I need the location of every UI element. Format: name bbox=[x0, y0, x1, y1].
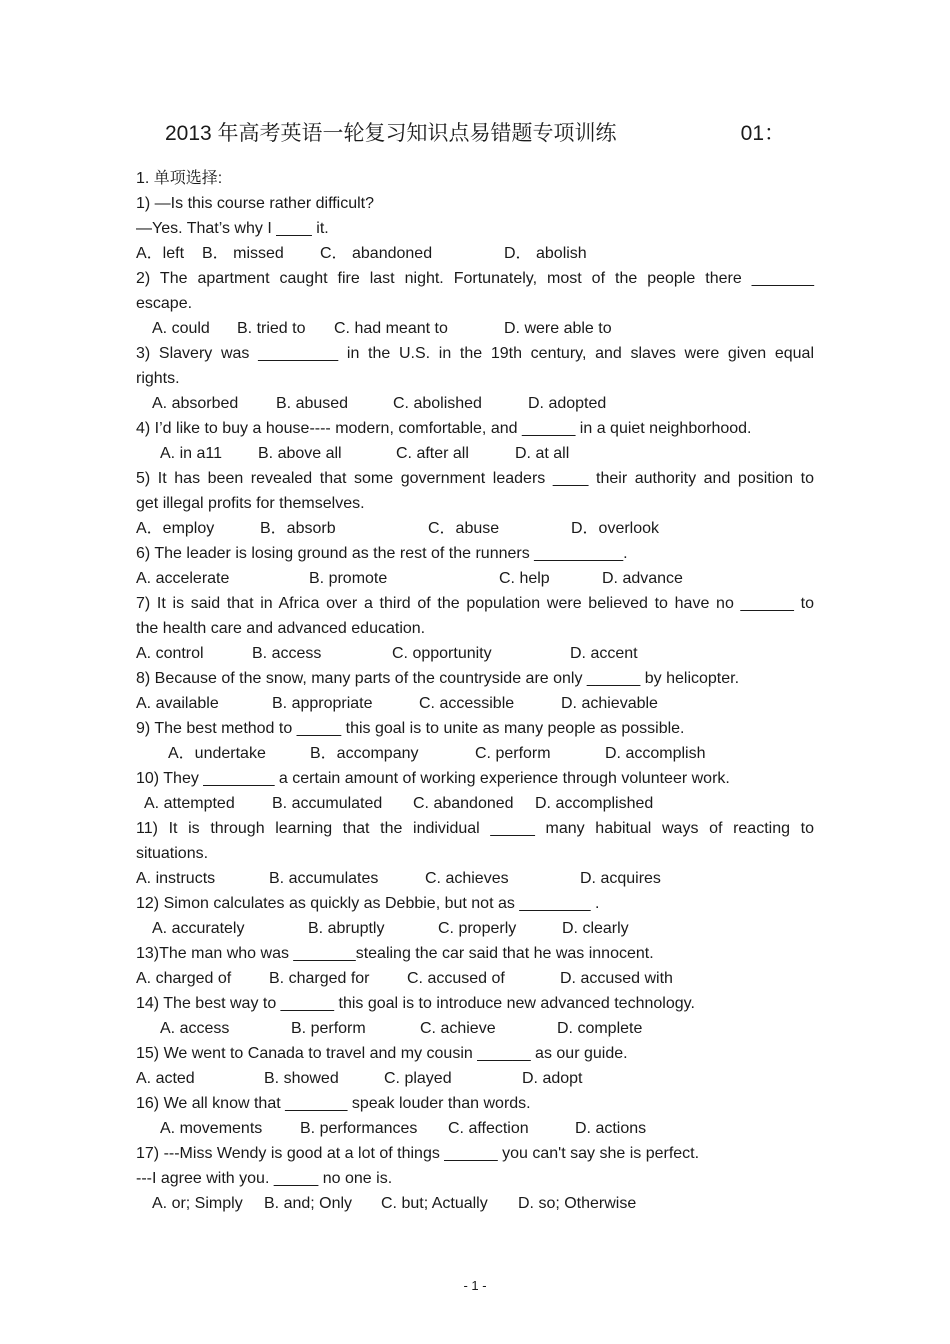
option-c: C. accessible bbox=[419, 695, 515, 712]
answer-options bbox=[136, 1191, 814, 1216]
option-b: B. charged for bbox=[269, 970, 370, 987]
answer-options bbox=[136, 566, 814, 591]
question-stem-line: —Yes. That’s why I ____ it. bbox=[136, 220, 329, 237]
option-a: A. accelerate bbox=[136, 570, 230, 587]
answer-options bbox=[136, 1016, 814, 1041]
option-d: D. so; Otherwise bbox=[518, 1195, 637, 1212]
answer-options bbox=[136, 241, 814, 266]
page-number: - 1 - bbox=[463, 1278, 487, 1293]
answer-options bbox=[136, 391, 814, 416]
question-8 bbox=[136, 666, 814, 716]
option-c: C. properly bbox=[438, 920, 517, 937]
answer-options bbox=[136, 966, 814, 991]
question-stem-line: 16) We all know that _______ speak louder than words. bbox=[136, 1095, 531, 1112]
answer-options bbox=[136, 791, 814, 816]
answer-options bbox=[136, 1066, 814, 1091]
option-c: C. after all bbox=[396, 445, 469, 462]
option-d: D. adopt bbox=[522, 1070, 583, 1087]
option-d: D. accused with bbox=[560, 970, 673, 987]
option-d: D. adopted bbox=[528, 395, 607, 412]
answer-options bbox=[136, 516, 814, 541]
option-a: A．undertake bbox=[168, 745, 266, 762]
option-c: C. achieves bbox=[425, 870, 509, 887]
option-d: D. achievable bbox=[561, 695, 658, 712]
answer-options bbox=[136, 691, 814, 716]
option-c: C. abolished bbox=[393, 395, 482, 412]
question-9 bbox=[136, 716, 814, 766]
option-c: C. accused of bbox=[407, 970, 505, 987]
option-d: D. actions bbox=[575, 1120, 647, 1137]
option-a: A. acted bbox=[136, 1070, 195, 1087]
option-a: A. or; Simply bbox=[152, 1195, 243, 1212]
question-6 bbox=[136, 541, 814, 591]
option-b: B. promote bbox=[309, 570, 388, 587]
option-d: D. accomplish bbox=[605, 745, 706, 762]
option-b: B. accumulated bbox=[272, 795, 383, 812]
question-stem-line: 12) Simon calculates as quickly as Debbie, but not as ________ . bbox=[136, 895, 600, 912]
option-a: A．employ bbox=[136, 520, 215, 537]
option-d: D. accomplished bbox=[535, 795, 654, 812]
question-15 bbox=[136, 1041, 814, 1091]
option-b: B. accumulates bbox=[269, 870, 379, 887]
option-a: A. accurately bbox=[152, 920, 245, 937]
option-c: C. but; Actually bbox=[381, 1195, 488, 1212]
option-d: D. advance bbox=[602, 570, 683, 587]
option-a: A. access bbox=[160, 1020, 230, 1037]
question-5 bbox=[136, 466, 814, 541]
question-stem-line: 1) —Is this course rather difficult? bbox=[136, 195, 375, 212]
question-stem-line: the health care and advanced education. bbox=[136, 620, 426, 637]
question-14 bbox=[136, 991, 814, 1041]
option-b: B. abused bbox=[276, 395, 349, 412]
question-list bbox=[136, 166, 814, 1216]
title-page-label: 01： bbox=[740, 122, 785, 145]
option-c: C． abandoned bbox=[320, 245, 433, 262]
answer-options bbox=[136, 916, 814, 941]
question-stem-line: situations. bbox=[136, 845, 209, 862]
option-b: B. tried to bbox=[237, 320, 306, 337]
option-d: D. were able to bbox=[504, 320, 612, 337]
option-d: D． abolish bbox=[504, 245, 587, 262]
option-a: A. movements bbox=[160, 1120, 263, 1137]
question-stem-line: 10) They ________ a certain amount of working experience through volunteer work. bbox=[136, 770, 730, 787]
option-a: A. attempted bbox=[144, 795, 235, 812]
question-stem-line: 5) It has been revealed that some government leaders ____ their authority and position to bbox=[136, 470, 814, 487]
answer-options bbox=[136, 441, 814, 466]
option-b: B．absorb bbox=[260, 520, 336, 537]
question-11 bbox=[136, 816, 814, 891]
option-a: A．left bbox=[136, 245, 185, 262]
question-stem-line: 17) ---Miss Wendy is good at a lot of things ______ you can't say she is perfect. bbox=[136, 1145, 700, 1162]
option-a: A. in a11 bbox=[160, 445, 222, 462]
question-stem-line: get illegal profits for themselves. bbox=[136, 495, 365, 512]
option-d: D．overlook bbox=[571, 520, 660, 537]
question-stem-line: ---I agree with you. _____ no one is. bbox=[136, 1170, 393, 1187]
option-b: B．accompany bbox=[310, 745, 419, 762]
option-c: C．abuse bbox=[428, 520, 500, 537]
option-c: C. achieve bbox=[420, 1020, 496, 1037]
option-b: B． missed bbox=[202, 245, 284, 262]
option-d: D. accent bbox=[570, 645, 638, 662]
question-stem-line: 6) The leader is losing ground as the rest of the runners __________. bbox=[136, 545, 628, 562]
option-c: C. affection bbox=[448, 1120, 529, 1137]
option-a: A. absorbed bbox=[152, 395, 239, 412]
option-d: D. at all bbox=[515, 445, 570, 462]
question-stem-line: 4) I’d like to buy a house---- modern, comfortable, and ______ in a quiet neighborhood. bbox=[136, 420, 752, 437]
option-b: B. access bbox=[252, 645, 322, 662]
option-c: C. opportunity bbox=[392, 645, 492, 662]
option-b: B. appropriate bbox=[272, 695, 373, 712]
question-13 bbox=[136, 941, 814, 991]
option-b: B. above all bbox=[258, 445, 342, 462]
option-a: A. control bbox=[136, 645, 204, 662]
question-2 bbox=[136, 266, 814, 341]
question-12 bbox=[136, 891, 814, 941]
option-a: A. instructs bbox=[136, 870, 216, 887]
question-4 bbox=[136, 416, 814, 466]
question-16 bbox=[136, 1091, 814, 1141]
title-text: 2013 年高考英语一轮复习知识点易错题专项训练 bbox=[165, 122, 617, 145]
answer-options bbox=[136, 641, 814, 666]
option-d: D. clearly bbox=[562, 920, 629, 937]
question-stem-line: 8) Because of the snow, many parts of the countryside are only ______ by helicopter. bbox=[136, 670, 740, 687]
answer-options bbox=[136, 741, 814, 766]
question-stem-line: 3) Slavery was _________ in the U.S. in the 19th century, and slaves were given equal bbox=[136, 345, 814, 362]
question-7 bbox=[136, 591, 814, 666]
document-title bbox=[165, 120, 785, 148]
option-d: D. acquires bbox=[580, 870, 661, 887]
questions-container bbox=[136, 191, 814, 1216]
option-b: B. performances bbox=[300, 1120, 418, 1137]
question-stem-line: 7) It is said that in Africa over a third of the population were believed to have no ______ to bbox=[136, 595, 814, 612]
question-stem-line: 13)The man who was _______stealing the car said that he was innocent. bbox=[136, 945, 654, 962]
question-3 bbox=[136, 341, 814, 416]
question-10 bbox=[136, 766, 814, 816]
question-stem-line: escape. bbox=[136, 295, 193, 312]
question-stem-line: 2) The apartment caught fire last night. Fortunately, most of the people there _______ bbox=[136, 270, 814, 287]
question-17 bbox=[136, 1141, 814, 1216]
option-c: C. abandoned bbox=[413, 795, 514, 812]
answer-options bbox=[136, 1116, 814, 1141]
question-stem-line: 11) It is through learning that the individual _____ many habitual ways of reacting to bbox=[136, 820, 814, 837]
question-stem-line: 14) The best way to ______ this goal is to introduce new advanced technology. bbox=[136, 995, 695, 1012]
question-stem-line: rights. bbox=[136, 370, 180, 387]
question-1 bbox=[136, 191, 814, 266]
question-stem-line: 15) We went to Canada to travel and my cousin ______ as our guide. bbox=[136, 1045, 628, 1062]
option-c: C. help bbox=[499, 570, 550, 587]
option-c: C. played bbox=[384, 1070, 452, 1087]
answer-options bbox=[136, 316, 814, 341]
option-d: D. complete bbox=[557, 1020, 643, 1037]
option-c: C. had meant to bbox=[334, 320, 448, 337]
section-heading: 1. 单项选择: bbox=[136, 170, 223, 187]
option-b: B. and; Only bbox=[264, 1195, 353, 1212]
question-stem-line: 9) The best method to _____ this goal is to unite as many people as possible. bbox=[136, 720, 685, 737]
option-b: B. showed bbox=[264, 1070, 339, 1087]
answer-options bbox=[136, 866, 814, 891]
option-a: A. could bbox=[152, 320, 210, 337]
option-c: C. perform bbox=[475, 745, 551, 762]
option-b: B. abruptly bbox=[308, 920, 385, 937]
option-a: A. available bbox=[136, 695, 219, 712]
option-a: A. charged of bbox=[136, 970, 232, 987]
option-b: B. perform bbox=[291, 1020, 366, 1037]
